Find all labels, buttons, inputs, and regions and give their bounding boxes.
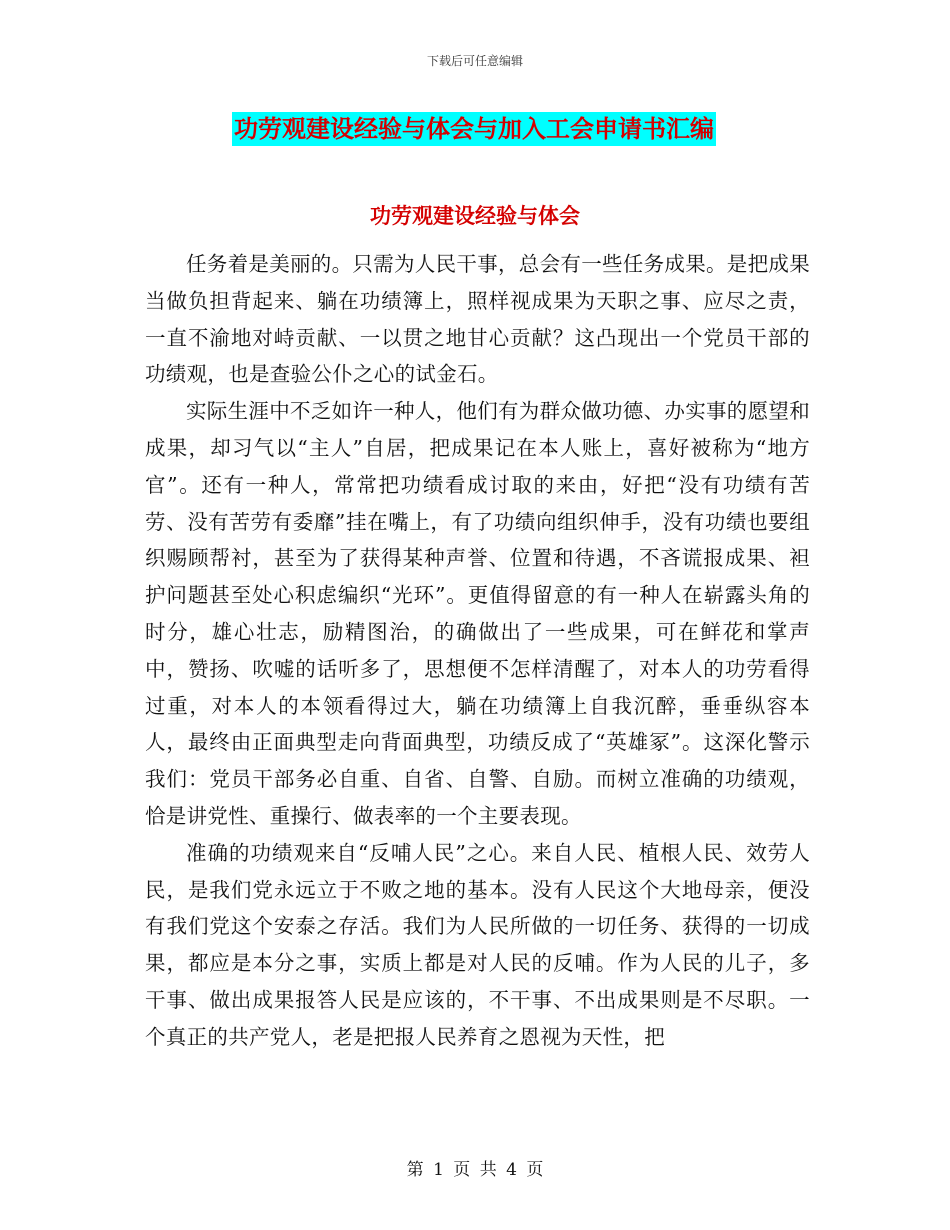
header-note: 下载后可任意编辑 bbox=[426, 54, 523, 68]
paragraph-2: 实际生涯中不乏如许一种人，他们有为群众做功德、办实事的愿望和成果，却习气以“主人”自居，把成果记在本人账上，喜好被称为“地方官”。还有一种人，常常把功绩看成讨取的来由，好把“没有功绩有苦劳、没有苦劳有委靡”挂在嘴上，有了功绩向组织伸手，没有功绩也要组织赐顾帮衬，甚至为了获得某种声誉、位置和待遇，不吝谎报成果、袒护问题甚至处心积虑编织“光环”。更值得留意的有一种人在崭露头角的时分，雄心壮志，励精图治，的确做出了一些成果，可在鲜花和掌声中，赞扬、吹嘘的话听多了，思想便不怎样清醒了，对本人的功劳看得过重，对本人的本领看得过大，躺在功绩簿上自我沉醉，垂垂纵容本人，最终由正面典型走向背面典型，功绩反成了“英雄冢”。这深化警示我们：党员干部务必自重、自省、自警、自励。而树立准确的功绩观，恰是讲党性、重操行、做表率的一个主要表现。 bbox=[145, 399, 810, 828]
paragraph-1: 任务着是美丽的。只需为人民干事，总会有一些任务成果。是把成果当做负担背起来、躺在功绩簿上，照样视成果为天职之事、应尽之责，一直不渝地对峙贡献、一以贯之地甘心贡献？这凸现出一个党员干部的功绩观，也是查验公仆之心的试金石。 bbox=[145, 252, 810, 387]
body-text bbox=[145, 246, 810, 1056]
document-title: 功劳观建设经验与体会与加入工会申请书汇编 bbox=[232, 112, 716, 146]
section-title: 功劳观建设经验与体会 bbox=[370, 204, 580, 228]
paragraph-3: 准确的功绩观来自“反哺人民”之心。来自人民、植根人民、效劳人民，是我们党永远立于不败之地的基本。没有人民这个大地母亲，便没有我们党这个安泰之存活。我们为人民所做的一切任务、获得的一切成果，都应是本分之事，实质上都是对人民的反哺。作为人民的儿子，多干事、做出成果报答人民是应该的，不干事、不出成果则是不尽职。一个真正的共产党人，老是把报人民养育之恩视为天性，把 bbox=[145, 840, 810, 1049]
page-footer: 第 1 页 共 4 页 bbox=[406, 1160, 544, 1180]
